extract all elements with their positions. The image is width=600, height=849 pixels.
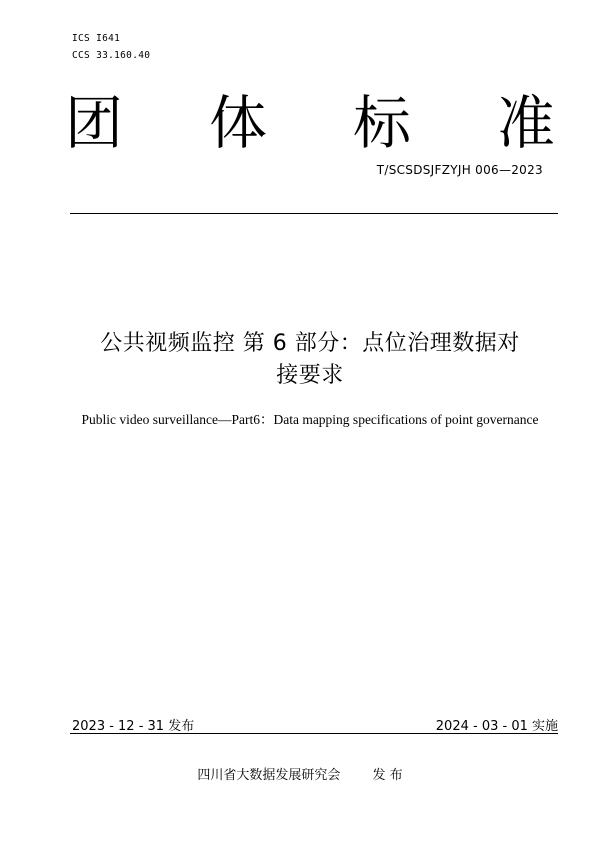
title-char-3: 标 <box>352 89 411 157</box>
ccs-code: CCS 33.160.40 <box>72 50 151 61</box>
publish-action: 发 布 <box>372 768 403 783</box>
title-char-4: 准 <box>496 89 555 157</box>
standard-number: T/SCSDSJFZYJH 006—2023 <box>376 163 543 177</box>
publisher-organization: 四川省大数据发展研究会 <box>197 768 341 783</box>
chinese-title-line-1: 公共视频监控 第 6 部分：点位治理数据对 <box>100 331 520 356</box>
bottom-divider <box>70 733 558 734</box>
publisher-line <box>0 764 600 783</box>
chinese-title <box>60 328 560 392</box>
top-divider <box>70 213 558 214</box>
ics-code: ICS I641 <box>72 33 121 44</box>
title-char-1: 团 <box>64 89 123 157</box>
title-char-2: 体 <box>208 89 267 157</box>
document-type-title <box>60 78 560 158</box>
implementation-date: 2024 - 03 - 01 实施 <box>435 719 558 734</box>
english-title: Public video surveillance—Part6：Data mapping specifications of point governance <box>81 412 539 427</box>
classification-codes <box>72 30 150 64</box>
release-date: 2023 - 12 - 31 发布 <box>72 719 195 734</box>
chinese-title-line-2: 接要求 <box>276 363 344 388</box>
